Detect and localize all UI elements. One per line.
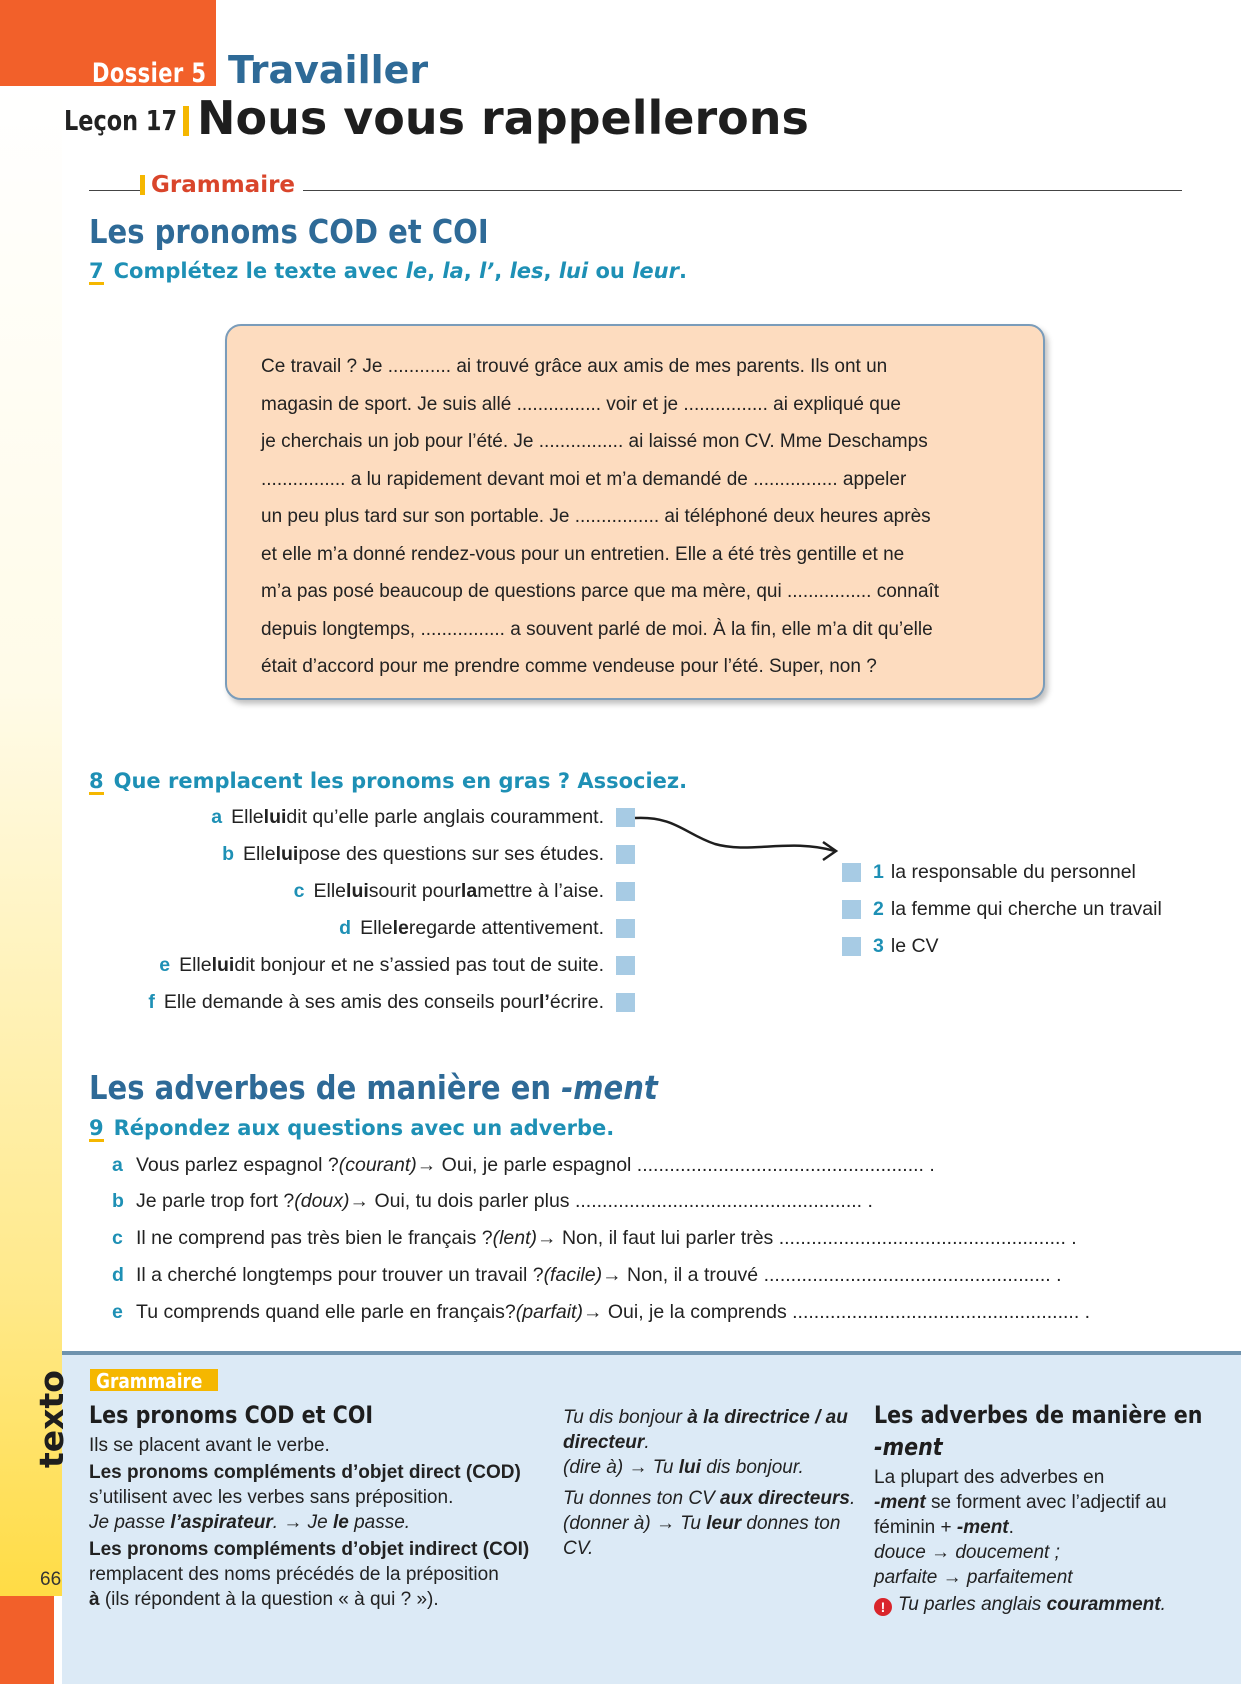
panel-text: Ils se placent avant le verbe. <box>89 1435 330 1456</box>
instruction-text: Que remplacent les pronoms en gras ? Associez. <box>113 769 688 793</box>
panel-heading: Les pronoms COD et COI <box>89 1401 374 1429</box>
panel-grammar-tag: Grammaire <box>90 1369 218 1391</box>
alert-icon: ! <box>874 1598 892 1616</box>
dossier-label: Dossier 5 <box>92 58 207 89</box>
match-item-a: a Elle lui dit qu’elle parle anglais couramment. <box>211 806 635 829</box>
text-line: Ce travail ? Je ............ ai trouvé grâce aux amis de mes parents. Ils ont un <box>261 356 888 377</box>
lecon-title: Nous vous rappellerons <box>197 91 809 145</box>
text-line: un peu plus tard sur son portable. Je ................ ai téléphoné deux heures après <box>261 506 931 527</box>
corner-block-bottom <box>0 1596 54 1684</box>
panel-text: Les pronoms compléments d’objet indirect (COI) remplacent des noms précédés de la préposition à (ils répondent à la question « à qui ? »). <box>89 1539 530 1610</box>
grammar-heading-text: Grammaire <box>151 172 296 198</box>
text-line: ................ a lu rapidement devant moi et m’a demandé de ................ appeler <box>261 468 907 490</box>
match-checkbox[interactable] <box>616 919 635 938</box>
panel-example: douce → doucement ; parfaite → parfaitement <box>874 1542 1073 1588</box>
match-item-c: c Elle lui sourit pour la mettre à l’aise. <box>294 880 635 903</box>
match-checkbox[interactable] <box>616 882 635 901</box>
adverb-item-a: a Vous parlez espagnol ? (courant) → Oui, je parle espagnol ..................................................... . <box>112 1154 935 1176</box>
exercise-8-instruction <box>89 769 687 795</box>
section-title-adverbs: Les adverbes de manière en -ment <box>89 1068 658 1107</box>
match-item-d: d Elle le regarde attentivement. <box>339 917 635 940</box>
match-item-b: b Elle lui pose des questions sur ses études. <box>222 843 635 866</box>
exercise-number: 8 <box>89 770 104 795</box>
answer-item-2: 2 la femme qui cherche un travail <box>842 898 1162 921</box>
texto-side-label: texto <box>32 1370 71 1468</box>
instruction-text: Répondez aux questions avec un adverbe. <box>113 1116 615 1140</box>
grammar-heading <box>140 172 303 198</box>
text-line: m’a pas posé beaucoup de questions parce que ma mère, qui ................ connaît <box>261 581 940 602</box>
exercise-number: 9 <box>89 1117 104 1142</box>
exercise-number: 7 <box>89 260 104 285</box>
section-title-pronouns: Les pronoms COD et COI <box>89 212 489 251</box>
match-item-e: e Elle lui dit bonjour et ne s’assied pas tout de suite. <box>159 954 635 977</box>
panel-column-adverbs <box>874 1399 1203 1617</box>
exercise-7-instruction <box>89 259 687 285</box>
adverb-item-d: d Il a cherché longtemps pour trouver un travail ? (facile) → Non, il a trouvé ..................................................... . <box>112 1264 1062 1286</box>
match-checkbox[interactable] <box>616 993 635 1012</box>
match-checkbox[interactable] <box>842 900 861 919</box>
text-line: depuis longtemps, ................ a souvent parlé de moi. À la fin, elle m’a dit qu’elle <box>261 618 933 640</box>
match-checkbox[interactable] <box>616 956 635 975</box>
text-line: était d’accord pour me prendre comme vendeuse pour l’été. Super, non ? <box>261 656 877 677</box>
example-arrow <box>630 810 850 870</box>
lecon-label: Leçon 17 <box>64 104 178 137</box>
panel-example: Tu dis bonjour à la directrice / au directeur. (dire à) → Tu lui dis bonjour. <box>563 1407 848 1478</box>
text-line: et elle m’a donné rendez-vous pour un entretien. Elle a été très gentille et ne <box>261 543 905 565</box>
lecon-divider <box>183 106 189 136</box>
exercise-7-text-box <box>225 324 1045 700</box>
match-item-f: f Elle demande à ses amis des conseils pour l’ écrire. <box>148 991 635 1014</box>
panel-example: Tu donnes ton CV aux directeurs. (donner à) → Tu leur donnes ton CV. <box>563 1488 856 1559</box>
answer-item-1: 1 la responsable du personnel <box>842 861 1136 884</box>
text-line: magasin de sport. Je suis allé ................ voir et je ................ ai expliqué que <box>261 393 901 415</box>
page-number: 66 <box>40 1569 62 1590</box>
match-checkbox[interactable] <box>842 863 861 882</box>
adverb-item-b: b Je parle trop fort ? (doux) → Oui, tu dois parler plus ..................................................... . <box>112 1190 873 1212</box>
panel-text: La plupart des adverbes en -ment se forment avec l’adjectif au féminin + -ment. <box>874 1467 1167 1538</box>
dossier-title: Travailler <box>228 48 429 92</box>
panel-heading: Les adverbes de manière en -ment <box>874 1401 1203 1461</box>
instruction-text: Complétez le texte avec le, la, l’, les, lui ou leur. <box>113 259 687 283</box>
text-line: je cherchais un job pour l’été. Je ................ ai laissé mon CV. Mme Deschamps <box>261 431 928 452</box>
adverb-item-c: c Il ne comprend pas très bien le français ? (lent) → Non, il faut lui parler très ..................................................... . <box>112 1227 1077 1249</box>
grammar-heading-bar <box>140 175 145 195</box>
match-checkbox[interactable] <box>842 937 861 956</box>
panel-text: Les pronoms compléments d’objet direct (COD) s’utilisent avec les verbes sans préposition. Je passe l’aspirateur. → Je le passe. <box>89 1462 521 1533</box>
panel-column-examples <box>563 1403 863 1561</box>
answer-item-3: 3 le CV <box>842 935 939 958</box>
exercise-9-instruction <box>89 1116 614 1142</box>
panel-note: ! Tu parles anglais couramment. <box>874 1592 1174 1617</box>
adverb-item-e: e Tu comprends quand elle parle en français? (parfait) → Oui, je la comprends ..................................................... . <box>112 1301 1091 1323</box>
panel-column-pronouns <box>89 1399 549 1612</box>
